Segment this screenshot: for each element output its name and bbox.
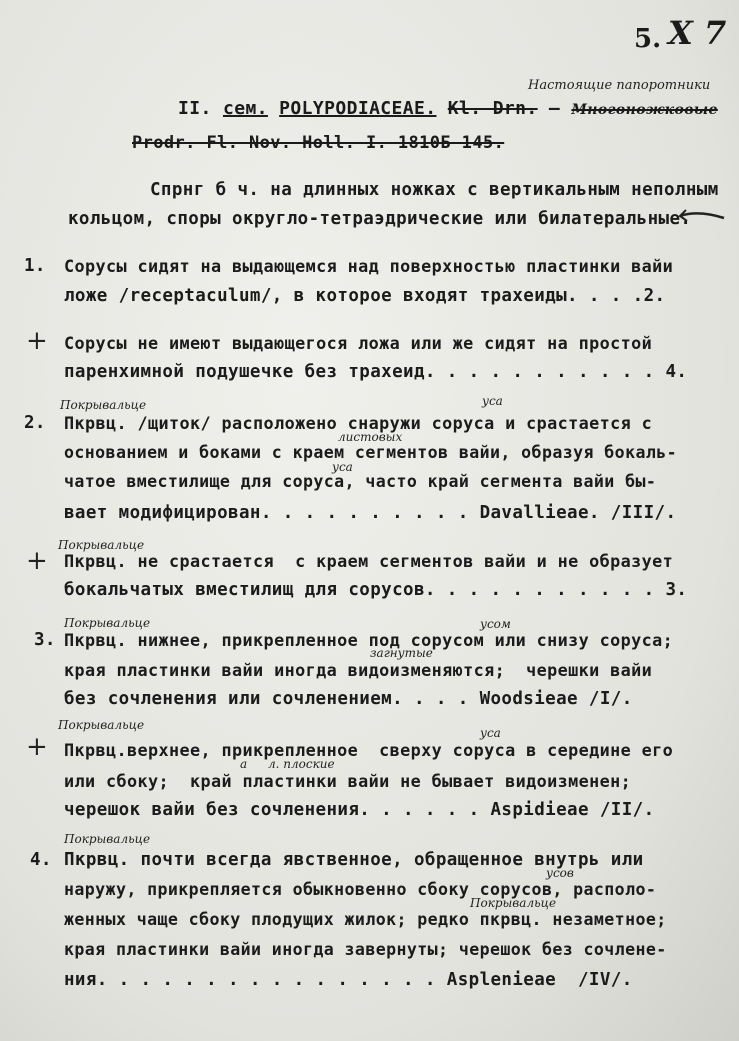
key-3b-line-2: или сбоку; край пластинки вайи не бывает видоизменен; bbox=[64, 771, 632, 791]
key-2-line-1: Пкрвц. /щиток/ расположено снаружи соруса и срастается с bbox=[64, 413, 653, 433]
handwritten-pokryvalce-5: Покрывальце bbox=[64, 832, 151, 846]
key-2b-line-1: Пкрвц. не срастается с краем сегментов вайи и не образует bbox=[64, 551, 674, 571]
key-3b-line-1: Пкрвц.верхнее, прикрепленное сверху соруса в середине его bbox=[64, 740, 674, 760]
handwritten-usa-3: уса bbox=[480, 726, 501, 740]
key-3-line-1: Пкрвц. нижнее, прикрепленное под сорусом или снизу соруса; bbox=[64, 630, 674, 650]
key-4-number: 4. bbox=[30, 850, 52, 870]
intro-line-2: кольцом, споры округло-тетраэдрические или билатеральные. bbox=[68, 209, 692, 229]
heading-struck-abbrev: Kl. Drn. bbox=[447, 98, 538, 119]
key-1b-plus-mark: + bbox=[26, 326, 48, 356]
heading-family: POLYPODIACEAE. bbox=[279, 98, 437, 119]
key-4-line-3: женных чаще сбоку плодущих жилок; редко пкрвц. незаметное; bbox=[64, 910, 667, 929]
handwritten-pokryvalce-1: Покрывальце bbox=[60, 398, 147, 412]
heading-line bbox=[178, 98, 718, 119]
handwritten-usa-1: уса bbox=[482, 394, 503, 408]
key-1-number: 1. bbox=[24, 256, 46, 276]
handwritten-listovye: листовых bbox=[338, 430, 403, 444]
key-4-line-5: ния. . . . . . . . . . . . . . . . Asplenieae /IV/. bbox=[64, 970, 633, 990]
key-2b-plus-mark: + bbox=[26, 546, 48, 576]
key-2-line-3: чатое вместилище для соруса, часто край сегмента вайи бы- bbox=[64, 472, 657, 491]
key-1-line-1: Сорусы сидят на выдающемся над поверхностью пластинки вайи bbox=[64, 256, 674, 276]
key-1b-line-1: Сорусы не имеют выдающегося ложа или же сидят на простой bbox=[64, 333, 653, 353]
heading-rank: II. bbox=[178, 98, 212, 119]
heading-struck-reference: Prodr. Fl. Nov. Holl. I. 1810Б 145. bbox=[132, 133, 505, 153]
key-4-line-4: края пластинки вайи иногда завернуты; черешок без сочлене- bbox=[64, 940, 667, 959]
heading-sem: сем. bbox=[222, 98, 268, 119]
handwritten-l-ploskie: л. плоские bbox=[268, 757, 335, 771]
heading-struck-russian: Многоножковые bbox=[571, 102, 718, 118]
handwritten-pokryvalce-2: Покрывальце bbox=[58, 538, 145, 552]
key-3b-plus-mark: + bbox=[26, 732, 48, 762]
key-1-line-2: ложе /receptaculum/, в которое входят трахеиды. . . .2. bbox=[64, 286, 666, 306]
intro-line-1: Спрнг б ч. на длинных ножках с вертикальным неполным bbox=[150, 180, 719, 200]
key-2b-line-2: бокальчатых вместилищ для сорусов. . . . . . . . . . . 3. bbox=[64, 580, 688, 600]
handwritten-usom: усом bbox=[480, 617, 511, 631]
handwritten-zagnutye: загнутые bbox=[370, 646, 433, 660]
key-1b-line-2: паренхимной подушечке без трахеид. . . . . . . . . . . 4. bbox=[64, 362, 688, 382]
key-3-line-2: края пластинки вайи иногда видоизменяются; черешки вайи bbox=[64, 660, 653, 680]
corner-handwritten-mark: X 7 bbox=[668, 14, 727, 52]
margin-arrow-icon bbox=[678, 206, 728, 226]
handwritten-a-mark: а bbox=[240, 757, 248, 771]
key-2-line-2: основанием и боками с краем сегментов вайи, образуя бокаль- bbox=[64, 443, 678, 462]
key-3b-line-3: черешок вайи без сочленения. . . . . . Aspidieae /II/. bbox=[64, 800, 655, 820]
handwritten-pokryvalce-4: Покрывальце bbox=[58, 718, 145, 732]
key-4-line-2: наружу, прикрепляется обыкновенно сбоку сорусов, располо- bbox=[64, 880, 657, 899]
handwritten-pokryvalce-6: Покрывальце bbox=[470, 896, 557, 910]
page-number: 5. bbox=[634, 24, 662, 54]
handwritten-usov: усов bbox=[546, 866, 574, 880]
key-2-line-4: вает модифицирован. . . . . . . . . . Davallieae. /III/. bbox=[64, 503, 677, 523]
heading-handwritten-note: Настоящие папоротники bbox=[528, 78, 711, 93]
key-3-line-3: без сочленения или сочленением. . . . Woodsieae /I/. bbox=[64, 689, 633, 709]
key-3-number: 3. bbox=[34, 630, 56, 650]
handwritten-pokryvalce-3: Покрывальце bbox=[64, 616, 151, 630]
heading-dash: – bbox=[548, 98, 561, 119]
key-2-number: 2. bbox=[24, 413, 46, 433]
handwritten-usa-2: уса bbox=[332, 460, 353, 474]
key-4-line-1: Пкрвц. почти всегда явственное, обращенное внутрь или bbox=[64, 850, 644, 870]
